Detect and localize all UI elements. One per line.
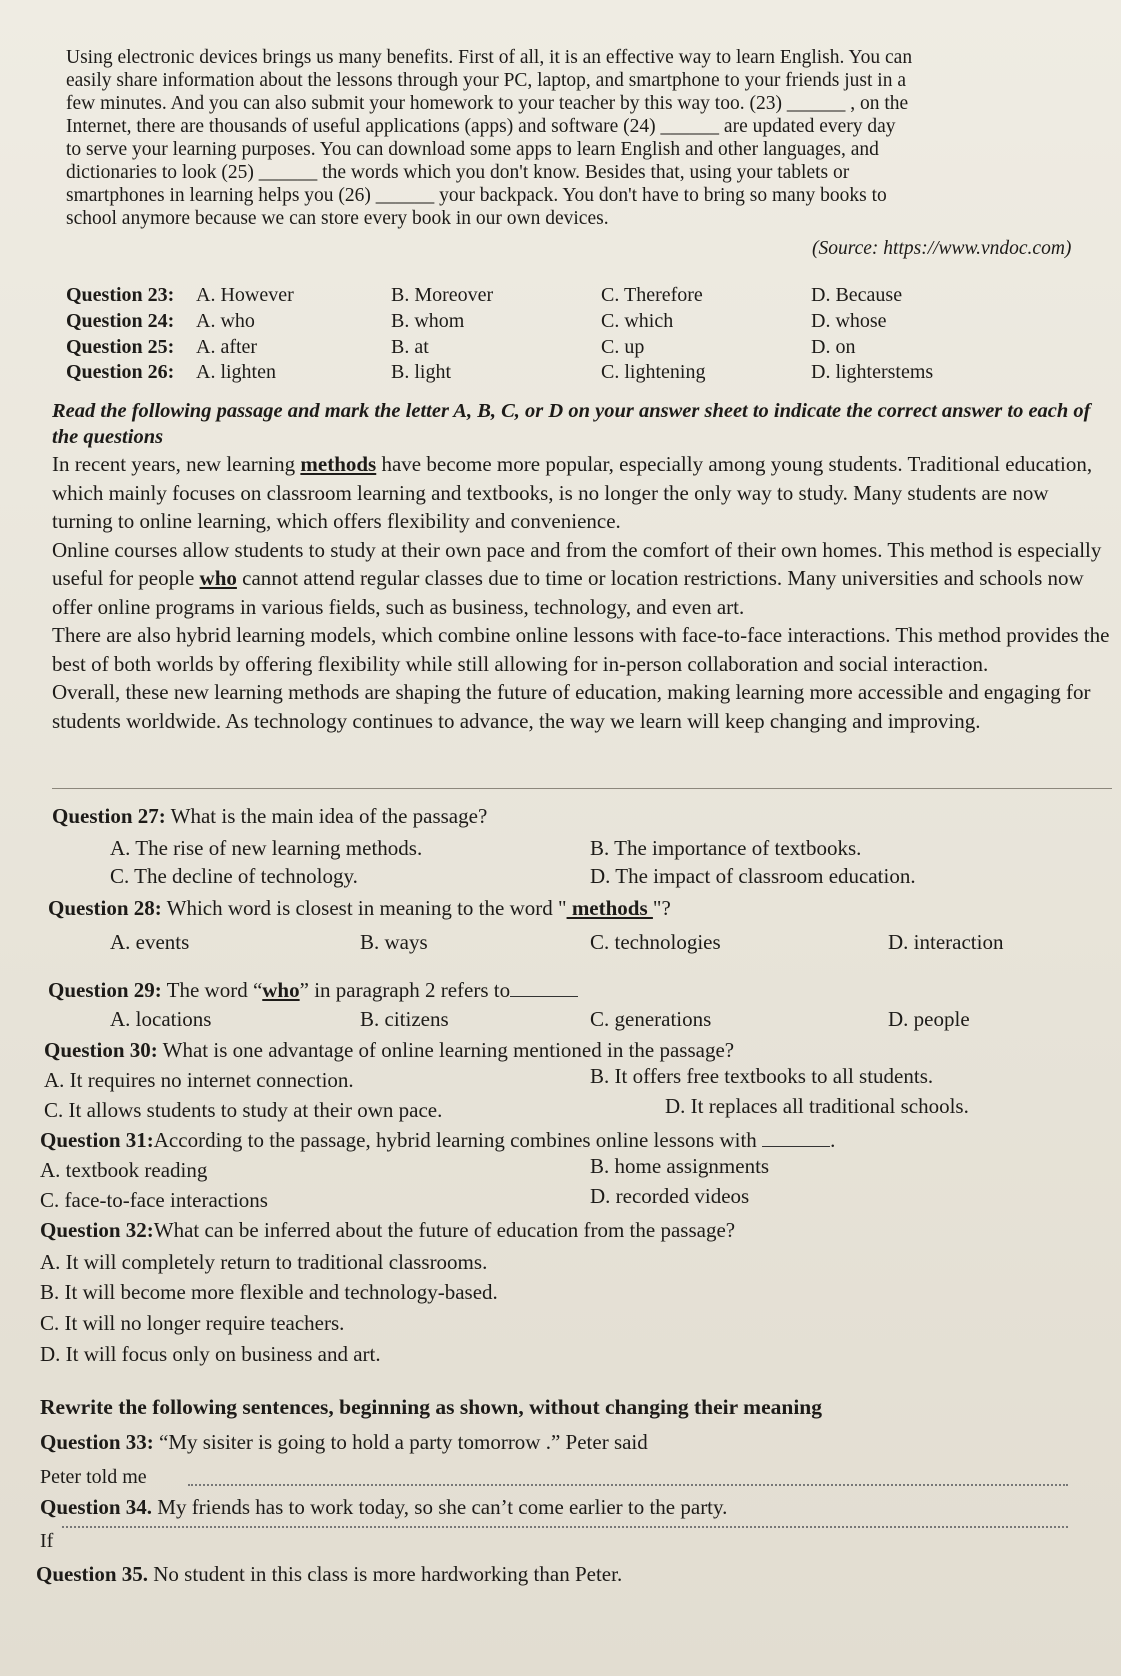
option-d[interactable]: D. on [811, 336, 856, 358]
question-label: Question 30: [44, 1038, 158, 1062]
question-text: What is the main idea of the passage? [165, 804, 488, 828]
passage-2-paragraph-4: Overall, these new learning methods are shaping the future of education, making learning more accessible and engaging for students worldwide. As technology continues to advance, the way we learn will keep changing and improving. [52, 680, 1091, 733]
question-28 [48, 896, 671, 921]
question-label: Question 27: [52, 804, 166, 828]
passage-1-line: easily share information about the lessons through your PC, laptop, and smartphone to your friends just in a [66, 70, 906, 91]
option-d[interactable]: D. interaction [888, 930, 1004, 954]
option-b[interactable]: B. light [391, 361, 452, 383]
text-span: Traditional education, which mainly focuses on classroom learning and textbooks, is no longer the only way to study. Many students are now turning to online learning, which offers flexibility and convenience. [52, 452, 1093, 533]
question-34 [40, 1495, 727, 1520]
passage-source: (Source: https://www.vndoc.com) [812, 238, 1072, 259]
answer-line[interactable] [62, 1526, 1068, 1528]
passage-1-line: school anymore because we can store every book in our own devices. [66, 208, 609, 229]
option-d[interactable]: D. The impact of classroom education. [590, 864, 916, 888]
option-d[interactable]: D. people [888, 1007, 970, 1031]
question-label: Question 34. [40, 1495, 153, 1519]
question-text: No student in this class is more hardworking than Peter. [148, 1562, 623, 1586]
question-label: Question 29: [48, 978, 162, 1002]
passage-1-line: dictionaries to look (25) ______ the words which you don't know. Besides that, using your tablets or [66, 162, 850, 183]
reading-instruction: Read the following passage and mark the letter A, B, C, or D on your answer sheet to indicate the correct answer to each of the questions [52, 400, 1091, 448]
answer-blank[interactable] [762, 1146, 830, 1147]
option-c[interactable]: C. generations [590, 1007, 712, 1031]
option-a[interactable]: A. after [196, 336, 258, 358]
option-b[interactable]: B. citizens [360, 1007, 449, 1031]
option-c[interactable]: C. It will no longer require teachers. [40, 1311, 345, 1335]
question-text: “My sisiter is going to hold a party tomorrow .” Peter said [153, 1430, 648, 1454]
passage-2-paragraph-2 [52, 536, 1112, 622]
question-33 [40, 1430, 648, 1455]
option-c[interactable]: C. up [601, 336, 645, 358]
question-25-row [66, 336, 1086, 362]
passage-2 [52, 450, 1112, 735]
question-23-row [66, 284, 1086, 310]
option-b[interactable]: B. home assignments [590, 1154, 770, 1178]
passage-2-paragraph-3: There are also hybrid learning models, which combine online lessons with face-to-face interactions. This method provides the best of both worlds by offering flexibility while still allowing for in-person collaboration and social interaction. [52, 623, 1110, 676]
option-b[interactable]: B. It will become more flexible and technology-based. [40, 1280, 498, 1304]
option-b[interactable]: B. whom [391, 310, 465, 332]
option-b[interactable]: B. It offers free textbooks to all students. [590, 1064, 934, 1088]
option-a[interactable]: A. textbook reading [40, 1158, 208, 1182]
keyword-who: who [199, 566, 237, 590]
text-span: Online courses allow students to study at their own pace and from the comfort of their own homes. This method is especially useful for people [52, 537, 1102, 590]
passage-1-line: to serve your learning purposes. You can download some apps to learn English and other languages, and [66, 139, 879, 160]
question-label: Question 26: [66, 361, 175, 383]
question-26-row [66, 361, 1086, 387]
answer-blank[interactable] [510, 996, 578, 997]
option-a[interactable]: A. The rise of new learning methods. [110, 836, 423, 860]
option-d[interactable]: D. Because [811, 284, 903, 306]
question-text: ” in paragraph 2 refers to [299, 978, 511, 1002]
question-label: Question 31: [40, 1128, 154, 1152]
passage-1-line: few minutes. And you can also submit your homework to your teacher by this way too. (23) ______ , on the [66, 93, 909, 114]
option-d[interactable]: D. recorded videos [590, 1184, 750, 1208]
question-text: According to the passage, hybrid learning combines online lessons with [153, 1128, 763, 1152]
question-30 [44, 1038, 734, 1063]
option-d[interactable]: D. It replaces all traditional schools. [665, 1094, 969, 1118]
question-34-start: If [40, 1530, 54, 1552]
option-a[interactable]: A. However [196, 284, 294, 306]
question-24-row [66, 310, 1086, 336]
question-text: "? [652, 896, 671, 920]
option-a[interactable]: A. events [110, 930, 190, 954]
option-a[interactable]: A. lighten [196, 361, 276, 383]
question-text: What is one advantage of online learning mentioned in the passage? [157, 1038, 735, 1062]
question-31: Question 31:According to the passage, hybrid learning combines online lessons with . [40, 1128, 836, 1152]
question-29 [48, 978, 578, 1003]
question-label: Question 32: [40, 1218, 154, 1242]
passage-1 [66, 46, 1086, 230]
option-b[interactable]: B. ways [360, 930, 428, 954]
question-label: Question 25: [66, 336, 175, 358]
question-35 [36, 1562, 622, 1587]
option-c[interactable]: C. It allows students to study at their own pace. [44, 1098, 443, 1122]
question-text: The word “ [161, 978, 263, 1002]
question-32 [40, 1218, 735, 1243]
answer-line[interactable] [188, 1484, 1068, 1486]
option-a[interactable]: A. It will completely return to traditional classrooms. [40, 1250, 488, 1274]
text-span: In recent years, new learning [52, 452, 301, 476]
text-span: cannot attend regular classes due to time or location restrictions. Many universities and schools now offer online programs in various fields, such as business, technology, and even art. [52, 566, 1084, 619]
option-c[interactable]: C. Therefore [601, 284, 703, 306]
question-label: Question 28: [48, 896, 162, 920]
question-text: Which word is closest in meaning to the word " [161, 896, 567, 920]
option-a[interactable]: A. It requires no internet connection. [44, 1068, 354, 1092]
rewrite-instruction: Rewrite the following sentences, beginning as shown, without changing their meaning [40, 1395, 823, 1419]
keyword-methods: methods [566, 896, 653, 920]
option-c[interactable]: C. lightening [601, 361, 706, 383]
option-b[interactable]: B. The importance of textbooks. [590, 836, 862, 860]
question-33-start: Peter told me [40, 1466, 147, 1488]
passage-1-line: Internet, there are thousands of useful applications (apps) and software (24) ______ are updated every day [66, 116, 896, 137]
passage-1-line: Using electronic devices brings us many benefits. First of all, it is an effective way to learn English. You can [66, 47, 913, 68]
option-c[interactable]: C. technologies [590, 930, 721, 954]
divider [52, 788, 1112, 789]
option-c[interactable]: C. which [601, 310, 674, 332]
option-b[interactable]: B. at [391, 336, 429, 358]
option-c[interactable]: C. face-to-face interactions [40, 1188, 268, 1212]
question-text: What can be inferred about the future of education from the passage? [153, 1218, 736, 1242]
question-label: Question 24: [66, 310, 175, 332]
option-a[interactable]: A. locations [110, 1007, 212, 1031]
question-label: Question 23: [66, 284, 175, 306]
passage-2-paragraph-1 [52, 450, 1112, 536]
option-d[interactable]: D. It will focus only on business and art. [40, 1342, 381, 1366]
option-a[interactable]: A. who [196, 310, 255, 332]
question-label: Question 33: [40, 1430, 154, 1454]
passage-1-line: smartphones in learning helps you (26) ______ your backpack. You don't have to bring so many books to [66, 185, 887, 206]
option-c[interactable]: C. The decline of technology. [110, 864, 358, 888]
question-27 [52, 804, 487, 829]
question-label: Question 35. [36, 1562, 149, 1586]
text-span: have become more popular, especially among young students. [376, 452, 903, 476]
question-text: My friends has to work today, so she can’t come earlier to the party. [152, 1495, 728, 1519]
option-d[interactable]: D. lighterstems [811, 361, 934, 383]
option-b[interactable]: B. Moreover [391, 284, 494, 306]
keyword-who: who [262, 978, 300, 1002]
option-d[interactable]: D. whose [811, 310, 887, 332]
keyword-methods: methods [300, 452, 377, 476]
